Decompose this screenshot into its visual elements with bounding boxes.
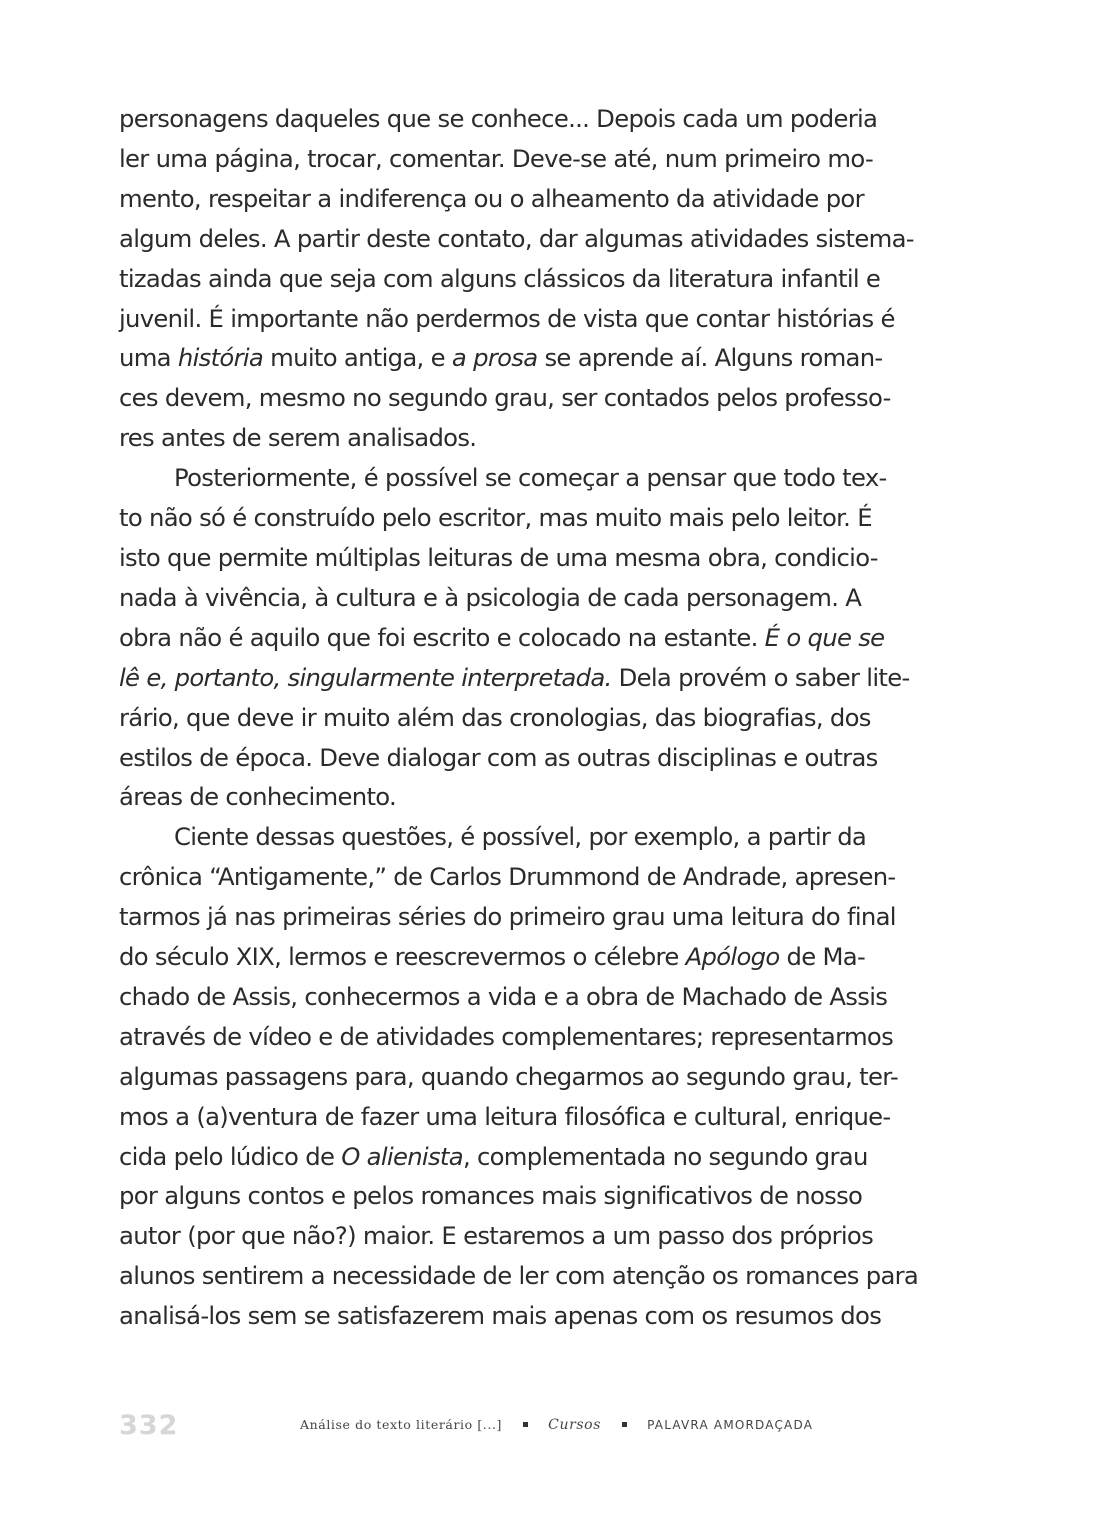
text-segment: crônica “Antigamente,” de Carlos Drummond de Andrade, apresen- (119, 862, 896, 892)
text-line (119, 578, 862, 618)
text-line (119, 777, 819, 817)
text-line (119, 299, 895, 339)
text-segment: áreas de conhecimento. (119, 782, 397, 812)
text-segment: se aprende aí. Alguns roman- (537, 343, 883, 373)
text-segment: tarmos já nas primeiras séries do primeiro grau uma leitura do final (119, 902, 896, 932)
text-line (119, 658, 910, 698)
text-segment: muito antiga, e (263, 343, 452, 373)
text-segment: do século XIX, lermos e reescrevermos o célebre (119, 942, 686, 972)
text-line (119, 219, 914, 259)
text-segment: por alguns contos e pelos romances mais significativos de nosso (119, 1181, 863, 1211)
text-line (119, 738, 878, 778)
page-footer (0, 1410, 1100, 1440)
text-segment: nada à vivência, à cultura e à psicologia de cada personagem. A (119, 582, 862, 612)
paragraph (119, 817, 919, 1336)
running-head (300, 1417, 813, 1433)
text-line (119, 259, 881, 299)
text-segment: obra não é aquilo que foi escrito e colocado na estante. (119, 622, 765, 652)
running-head-section: PALAVRA AMORDAÇADA (647, 1418, 814, 1432)
text-segment: através de vídeo e de atividades complementares; representarmos (119, 1021, 894, 1051)
text-line (119, 498, 872, 538)
text-segment: chado de Assis, conhecermos a vida e a obra de Machado de Assis (119, 981, 888, 1011)
text-line (119, 937, 866, 977)
bullet-separator-icon (523, 1422, 528, 1427)
text-segment: to não só é construído pelo escritor, mas muito mais pelo leitor. É (119, 503, 872, 533)
text-segment: isto que permite múltiplas leituras de uma mesma obra, condicio- (119, 542, 878, 572)
text-line (119, 977, 888, 1017)
text-segment: ces devem, mesmo no segundo grau, ser contados pelos professo- (119, 383, 891, 413)
text-line (119, 179, 864, 219)
text-segment: ler uma página, trocar, comentar. Deve-se até, num primeiro mo- (119, 143, 874, 173)
text-line (119, 139, 874, 179)
text-segment: Posteriormente, é possível se começar a pensar que todo tex- (174, 463, 887, 493)
text-line (119, 698, 871, 738)
text-segment: estilos de época. Deve dialogar com as outras disciplinas e outras (119, 742, 878, 772)
text-segment: mos a (a)ventura de fazer uma leitura filosófica e cultural, enrique- (119, 1101, 891, 1131)
text-line (119, 1057, 899, 1097)
text-line (119, 378, 891, 418)
text-line (119, 1176, 863, 1216)
text-line (119, 618, 885, 658)
text-segment: mento, respeitar a indiferença ou o alheamento da atividade por (119, 183, 864, 213)
text-segment: autor (por que não?) maior. E estaremos a um passo dos próprios (119, 1221, 874, 1251)
text-line (119, 538, 878, 578)
text-line (119, 857, 896, 897)
text-line (119, 817, 867, 857)
text-line (119, 99, 878, 139)
text-line (119, 1137, 868, 1177)
text-segment: res antes de serem analisados. (119, 423, 477, 453)
italic-text: Apólogo (685, 942, 780, 972)
running-head-journal: Cursos (548, 1417, 601, 1433)
text-segment: tizadas ainda que seja com alguns clássicos da literatura infantil e (119, 263, 881, 293)
text-segment: alunos sentirem a necessidade de ler com atenção os romances para (119, 1261, 919, 1291)
text-line (119, 1216, 874, 1256)
running-head-article-title: Análise do texto literário [...] (300, 1417, 502, 1432)
text-segment: algumas passagens para, quando chegarmos ao segundo grau, ter- (119, 1061, 899, 1091)
text-segment: Dela provém o saber lite- (611, 662, 910, 692)
text-segment: , complementada no segundo grau (462, 1141, 868, 1171)
text-segment: rário, que deve ir muito além das cronologias, das biografias, dos (119, 702, 871, 732)
text-segment: de Ma- (779, 942, 866, 972)
text-segment: personagens daqueles que se conhece... Depois cada um poderia (119, 104, 878, 133)
text-line (119, 458, 887, 498)
italic-text: É o que se (764, 622, 885, 652)
text-segment: analisá-los sem se satisfazerem mais apenas com os resumos dos (119, 1301, 882, 1331)
text-line (119, 1256, 919, 1296)
text-segment: Ciente dessas questões, é possível, por exemplo, a partir da (174, 822, 867, 852)
text-line (119, 1017, 894, 1057)
italic-text: lê e, portanto, singularmente interpretada. (119, 662, 612, 692)
paragraph (119, 99, 914, 458)
italic-text: história (177, 343, 264, 373)
text-line (119, 897, 896, 937)
body-text (119, 99, 919, 1336)
text-line (119, 1296, 882, 1336)
text-line (119, 418, 819, 458)
text-segment: juvenil. É importante não perdermos de vista que contar histórias é (119, 303, 895, 333)
page-number: 332 (119, 1410, 179, 1441)
paragraph (119, 458, 910, 817)
text-segment: uma (119, 343, 178, 373)
text-line (119, 1097, 891, 1137)
italic-text: a prosa (451, 343, 538, 373)
text-segment: algum deles. A partir deste contato, dar algumas atividades sistema- (119, 223, 914, 253)
text-segment: cida pelo lúdico de (119, 1141, 342, 1171)
bullet-separator-icon (622, 1422, 627, 1427)
text-line (119, 338, 883, 378)
italic-text: O alienista (341, 1141, 463, 1171)
